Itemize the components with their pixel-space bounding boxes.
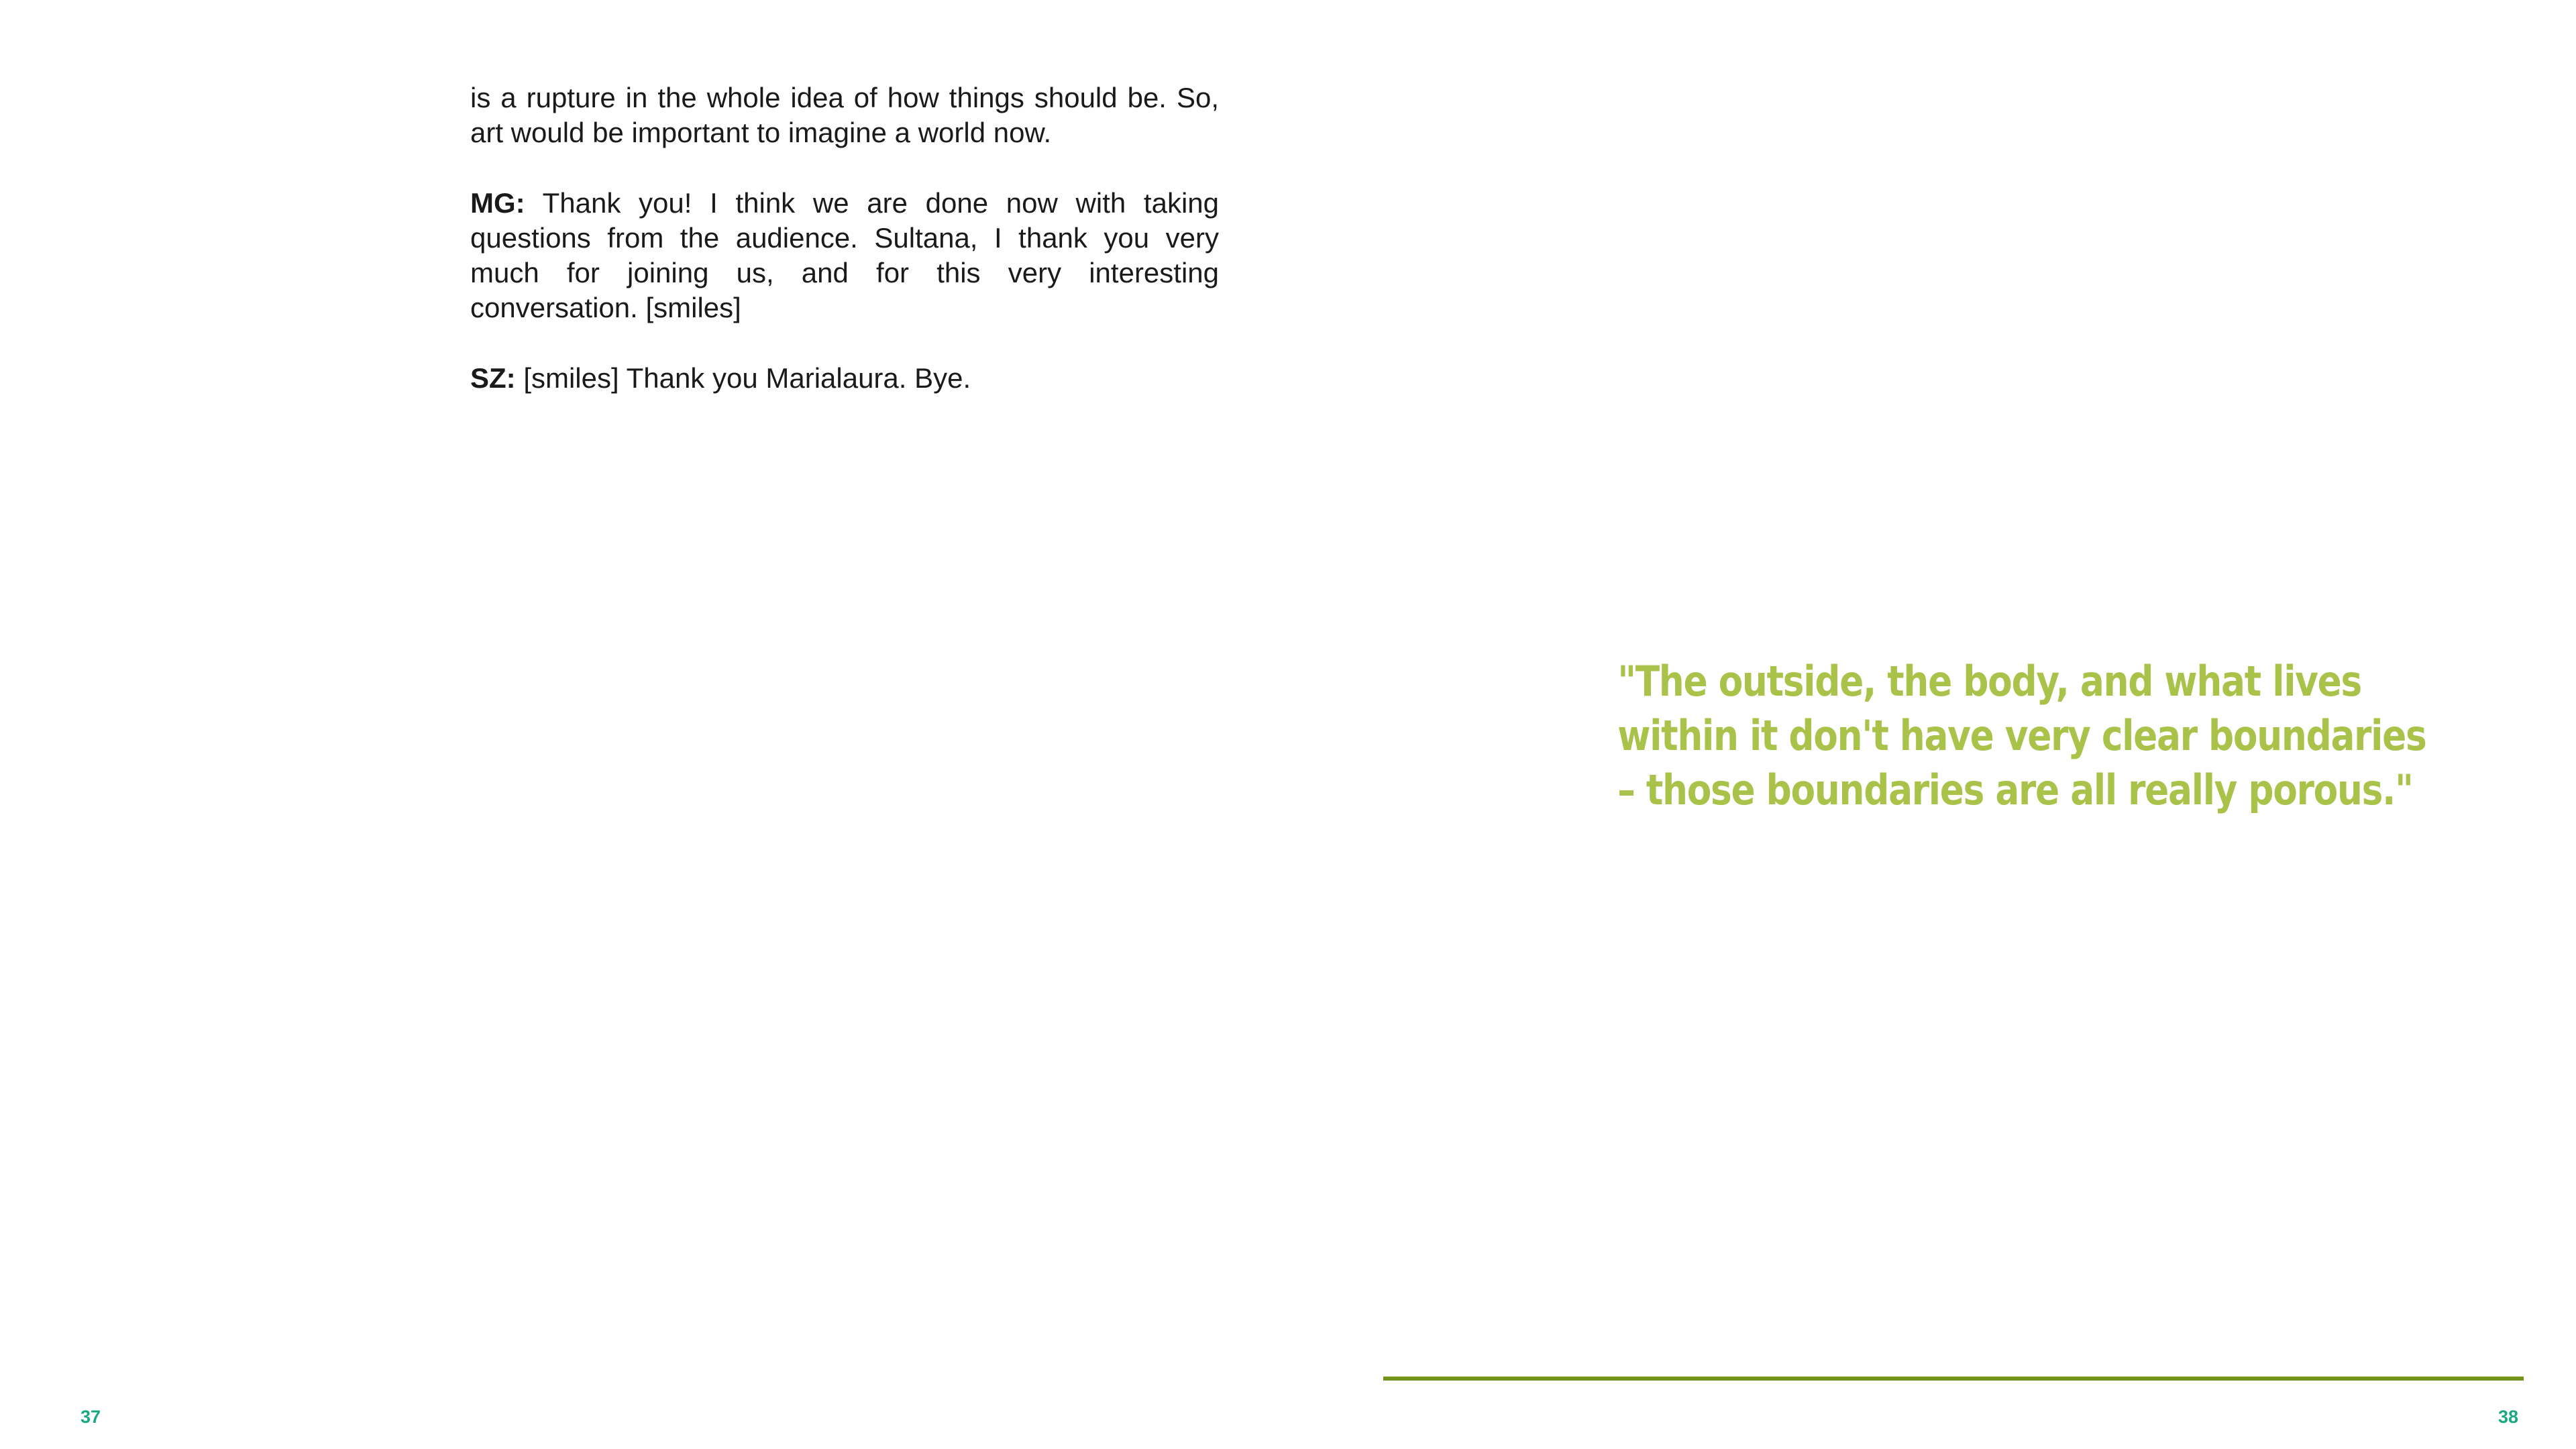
paragraph-text: Thank you! I think we are done now with taking questions from the audience. Sultana, I thank you very much for joining us, and for this very interesting conversation. [smiles]: [470, 187, 1219, 323]
pull-quote-line-2: within it don't have very clear boundaries: [1617, 711, 2426, 760]
pull-quote-line-1: "The outside, the body, and what lives: [1617, 657, 2361, 706]
paragraph-text: [smiles] Thank you Marialaura. Bye.: [515, 362, 971, 394]
paragraph-text: is a rupture in the whole idea of how things should be. So, art would be important to imagine a world now.: [470, 82, 1219, 148]
page-number-left: 37: [80, 1407, 101, 1427]
paragraph-continuation: [470, 80, 1219, 150]
speaker-label-sz: SZ:: [470, 362, 516, 394]
interview-body-text: [470, 80, 1219, 431]
speaker-label-mg: MG:: [470, 187, 525, 219]
footer-rule: [1383, 1377, 2524, 1381]
page-number-right: 38: [2498, 1407, 2519, 1427]
pull-quote-line-3: – those boundaries are all really porous.": [1617, 765, 2413, 814]
paragraph-mg: [470, 186, 1219, 325]
pull-quote: [1617, 654, 2426, 817]
paragraph-sz: [470, 361, 1219, 396]
